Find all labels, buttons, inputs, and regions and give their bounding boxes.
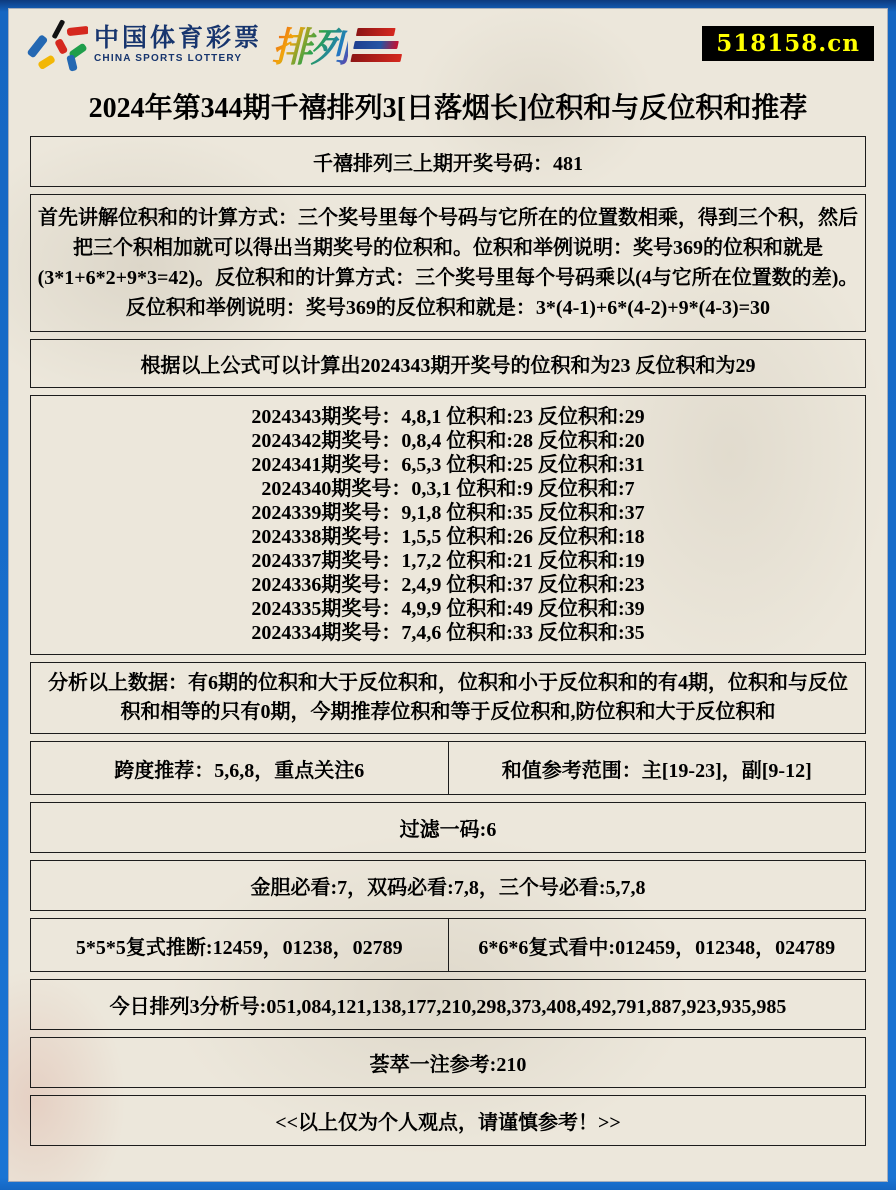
lottery-figure-icon (26, 18, 88, 72)
history-row: 2024339期奖号：9,1,8 位积和:35 反位积和:37 (251, 502, 645, 524)
san-bars-icon (350, 28, 407, 62)
complex-555-cell: 5*5*5复式推断:12459，01238，02789 (75, 936, 403, 959)
game-name-text: 排列 (272, 16, 348, 73)
analysis-numbers-box: 今日排列3分析号:051,084,121,138,177,210,298,373,408,492,791,887,923,935,985 (30, 979, 866, 1030)
analysis-box: 分析以上数据：有6期的位积和大于反位积和，位积和小于反位积和的有4期，位积和与反位积和相等的只有0期，今期推荐位积和等于反位积和,防位积和大于反位积和 (30, 662, 866, 734)
china-sports-lottery-logo (26, 16, 404, 73)
history-row: 2024337期奖号：1,7,2 位积和:21 反位积和:19 (251, 550, 645, 572)
history-row: 2024336期奖号：2,4,9 位积和:37 反位积和:23 (251, 574, 645, 596)
complex-666-cell: 6*6*6复式看中:012459，012348，024789 (448, 919, 866, 971)
history-row: 2024338期奖号：1,5,5 位积和:26 反位积和:18 (251, 526, 645, 548)
filter-one-box: 过滤一码:6 (30, 802, 866, 853)
gold-dan-box: 金胆必看:7，双码必看:7,8，三个号必看:5,7,8 (30, 860, 866, 911)
history-box (30, 395, 866, 655)
history-row: 2024343期奖号：4,8,1 位积和:23 反位积和:29 (251, 406, 645, 428)
history-row: 2024341期奖号：6,5,3 位积和:25 反位积和:31 (251, 454, 645, 476)
complex-row (30, 918, 866, 972)
brand-name-english: CHINA SPORTS LOTTERY (94, 52, 243, 64)
brand-name-chinese: 中国体育彩票 (94, 23, 263, 52)
page-title: 2024年第344期千禧排列3[日落烟长]位积和与反位积和推荐 (88, 93, 808, 124)
span-sum-row (30, 741, 866, 795)
history-row: 2024340期奖号：0,3,1 位积和:9 反位积和:7 (261, 478, 635, 500)
history-row: 2024342期奖号：0,8,4 位积和:28 反位积和:20 (251, 430, 645, 452)
game-logo (272, 16, 404, 73)
page-background (8, 8, 888, 1182)
last-draw-box: 千禧排列三上期开奖号码：481 (30, 136, 866, 187)
header (8, 8, 888, 78)
sum-range-cell: 和值参考范围：主[19-23]，副[9-12] (448, 742, 866, 794)
disclaimer-box: <<以上仅为个人观点，请谨慎参考！>> (30, 1095, 866, 1146)
formula-result-box: 根据以上公式可以计算出2024343期开奖号的位积和为23 反位积和为29 (30, 339, 866, 388)
history-row: 2024334期奖号：7,4,6 位积和:33 反位积和:35 (251, 622, 645, 644)
single-ref-box: 荟萃一注参考:210 (30, 1037, 866, 1088)
domain-badge: 518158.cn (702, 26, 874, 61)
content-boxes (30, 136, 866, 1146)
span-recommend-cell: 跨度推荐：5,6,8，重点关注6 (114, 759, 365, 782)
history-row: 2024335期奖号：4,9,9 位积和:49 反位积和:39 (251, 598, 645, 620)
brand-text (94, 23, 263, 64)
explanation-box: 首先讲解位积和的计算方式：三个奖号里每个号码与它所在的位置数相乘，得到三个积，然后把三个积相加就可以得出当期奖号的位积和。位积和举例说明：奖号369的位积和就是(3*1+6*2+9*3=42)。反位积和的计算方式：三个奖号里每个号码乘以(4与它所在位置数的差)。反位积和举例说明：奖号369的反位积和就是：3*(4-1)+6*(4-2)+9*(4-3)=30 (30, 194, 866, 332)
